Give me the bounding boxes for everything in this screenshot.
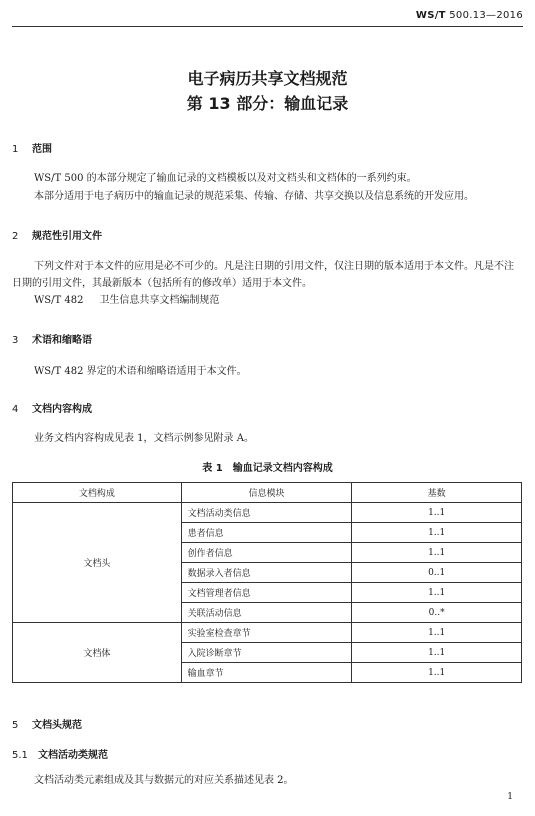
doc-subtitle: 第 13 部分：输血记录 [186, 94, 349, 113]
section-3-para-1: WS/T 482 界定的术语和缩略语适用于本文件。 [34, 366, 247, 377]
section-number: 5.1 [12, 750, 28, 761]
section-title: 文档活动类规范 [38, 750, 108, 761]
module-cell: 数据录入者信息 [181, 563, 352, 583]
section-5-1-heading [12, 746, 108, 761]
std-number: 500.13—2016 [449, 10, 523, 21]
section-1-para-2: 本部分适用于电子病历中的输血记录的规范采集、传输、存储、共享交换以及信息系统的开发应用。 [34, 191, 474, 202]
section-number: 4 [12, 404, 19, 415]
section-number: 3 [12, 335, 19, 346]
table-row [13, 623, 522, 643]
cardinality-cell: 1..1 [352, 583, 522, 603]
module-cell: 实验室检查章节 [181, 623, 352, 643]
section-title: 文档内容构成 [32, 404, 92, 415]
reference-title: 卫生信息共享文档编制规范 [99, 295, 220, 306]
cardinality-cell: 1..1 [352, 523, 522, 543]
cardinality-cell: 1..1 [352, 643, 522, 663]
page-number: 1 [507, 792, 513, 802]
group-cell-body: 文档体 [13, 623, 182, 683]
module-cell: 入院诊断章节 [181, 643, 352, 663]
cardinality-cell: 1..1 [352, 623, 522, 643]
page-header [416, 10, 523, 21]
section-title: 范围 [32, 144, 52, 155]
module-cell: 创作者信息 [181, 543, 352, 563]
section-3-heading [12, 331, 92, 346]
module-cell: 患者信息 [181, 523, 352, 543]
reference-code: WS/T 482 [34, 295, 84, 306]
table-row [13, 503, 522, 523]
section-5-1-para-1: 文档活动类元素组成及其与数据元的对应关系描述见表 2。 [34, 775, 294, 786]
module-cell: 输血章节 [181, 663, 352, 683]
section-4-para-1: 业务文档内容构成见表 1，文档示例参见附录 A。 [34, 433, 254, 444]
column-header: 文档构成 [13, 483, 182, 503]
section-2-reference [12, 292, 521, 309]
cardinality-cell: 0..* [352, 603, 522, 623]
section-number: 2 [12, 231, 19, 242]
column-header: 信息模块 [181, 483, 352, 503]
section-5-heading [12, 716, 82, 731]
group-cell-header: 文档头 [13, 503, 182, 623]
doc-title: 电子病历共享文档规范 [187, 69, 348, 88]
table-header-row [13, 483, 522, 503]
section-1-para-1: WS/T 500 的本部分规定了输血记录的文档模板以及对文档头和文档体的一系列约束。 [34, 173, 417, 184]
std-code: WS/T [415, 10, 446, 21]
cardinality-cell: 1..1 [352, 543, 522, 563]
section-number: 5 [12, 720, 19, 731]
section-1-heading [12, 140, 52, 155]
cardinality-cell: 1..1 [352, 663, 522, 683]
section-2-heading [12, 227, 102, 242]
section-4-heading [12, 400, 92, 415]
cardinality-cell: 0..1 [352, 563, 522, 583]
section-number: 1 [12, 144, 19, 155]
module-cell: 关联活动信息 [181, 603, 352, 623]
section-title: 术语和缩略语 [32, 335, 92, 346]
header-divider [12, 26, 523, 27]
content-table [12, 482, 522, 683]
module-cell: 文档活动类信息 [181, 503, 352, 523]
section-title: 文档头规范 [32, 720, 82, 731]
cardinality-cell: 1..1 [352, 503, 522, 523]
module-cell: 文档管理者信息 [181, 583, 352, 603]
table-caption: 表 1 输血记录文档内容构成 [202, 463, 333, 474]
section-title: 规范性引用文件 [32, 231, 102, 242]
section-2-para-1: 下列文件对于本文件的应用是必不可少的。凡是注日期的引用文件，仅注日期的版本适用于本文件。凡是不注日期的引用文件，其最新版本（包括所有的修改单）适用于本文件。 [12, 261, 514, 289]
column-header: 基数 [352, 483, 522, 503]
